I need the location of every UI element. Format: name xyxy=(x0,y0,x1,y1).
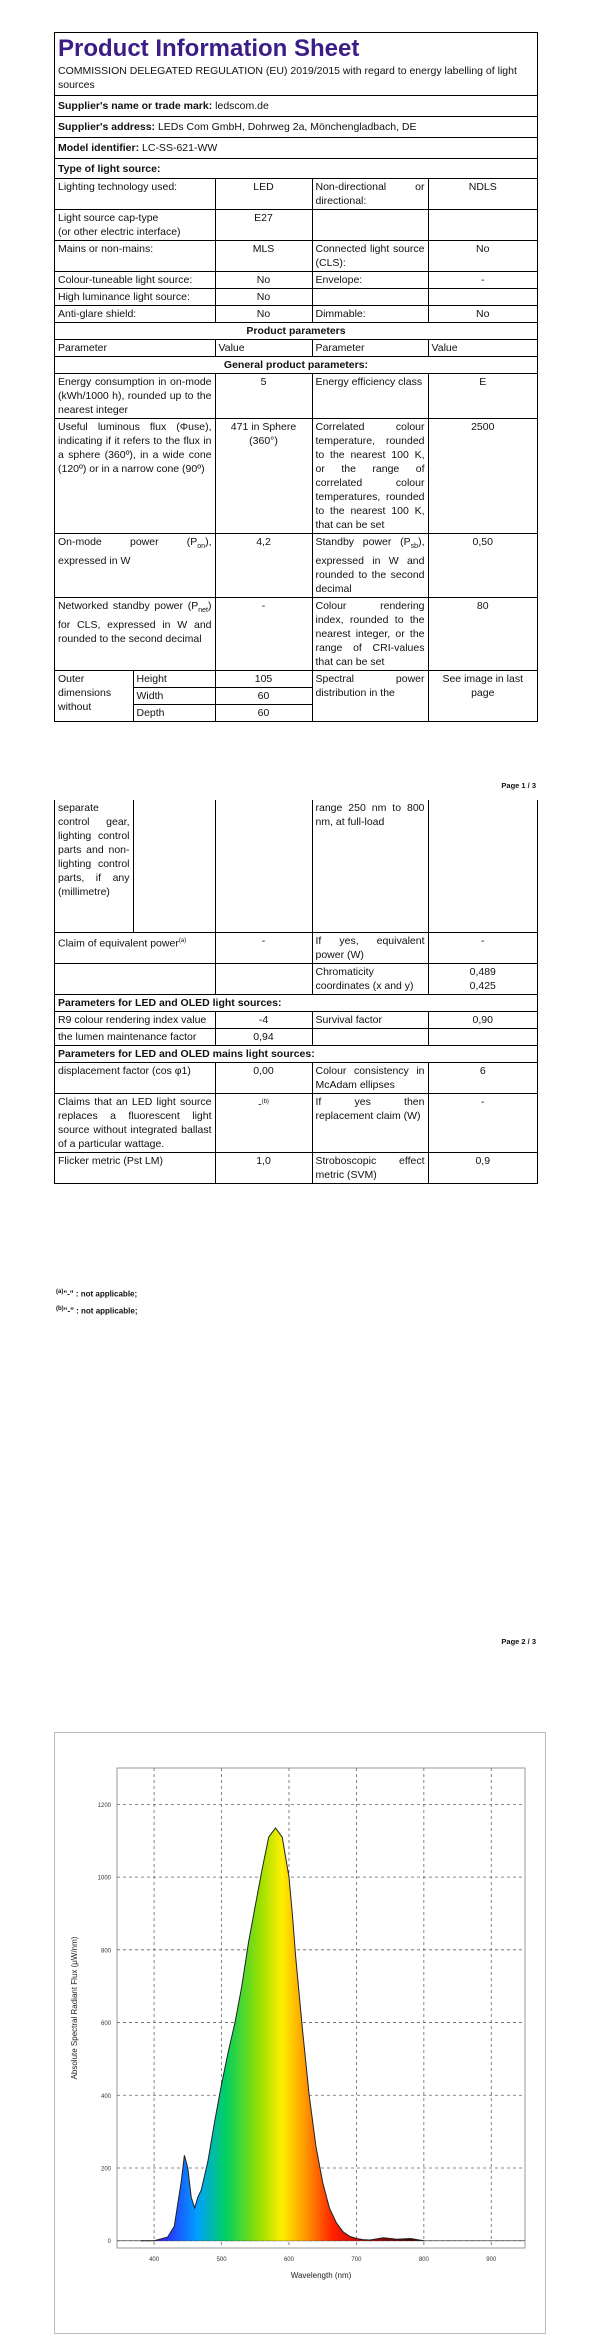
product-parameters-table xyxy=(55,323,537,722)
spectrum-chart xyxy=(54,1732,546,2334)
col-value-1: Value xyxy=(215,340,312,357)
y-tick-label: 600 xyxy=(100,2021,111,2028)
equivalent-power-sup: (a) xyxy=(178,938,187,944)
lumen-maintenance-label: the lumen maintenance factor xyxy=(55,1029,215,1046)
type-param-2: Non-directional or directional: xyxy=(312,179,428,210)
survival-factor-value: 0,90 xyxy=(428,1012,537,1029)
y-tick-label: 800 xyxy=(100,1948,111,1955)
lumen-maintenance-value: 0,94 xyxy=(215,1029,312,1046)
networked-standby-value: - xyxy=(215,598,312,671)
y-tick-label: 1200 xyxy=(97,1802,111,1809)
depth-value: 60 xyxy=(215,705,312,722)
continued-parameters-table xyxy=(55,800,537,1184)
x-tick-label: 700 xyxy=(351,2257,362,2263)
depth-label: Depth xyxy=(133,705,215,722)
footnote-b-marker: (b) xyxy=(56,1306,64,1312)
cri-label: Colour rendering index, rounded to the nearest integer, or the range of CRI-values that can be set xyxy=(312,598,428,671)
spectrum-area xyxy=(141,1828,424,2241)
height-value: 105 xyxy=(215,671,312,688)
outer-dimensions-continued: separate control gear, lighting control parts and non-lighting control parts, if any (millimetre) xyxy=(55,800,133,933)
type-value-1: MLS xyxy=(215,241,312,272)
type-value-1: E27 xyxy=(215,210,312,241)
regulation-subtitle: COMMISSION DELEGATED REGULATION (EU) 2019/2015 with regard to energy labelling of light sources xyxy=(55,63,537,96)
y-tick-label: 1000 xyxy=(97,1875,111,1882)
mains-parameters-heading: Parameters for LED and OLED mains light sources: xyxy=(55,1046,537,1063)
r9-value: -4 xyxy=(215,1012,312,1029)
dimensions-empty-2 xyxy=(215,800,312,933)
energy-consumption-label: Energy consumption in on-mode (kWh/1000 h), rounded up to the nearest integer xyxy=(55,374,215,419)
outer-dimensions-label: Outer dimensions without xyxy=(55,671,133,722)
type-param-2: Envelope: xyxy=(312,272,428,289)
type-row xyxy=(55,272,537,289)
footnote-a xyxy=(56,1286,137,1301)
lumen-empty-2 xyxy=(428,1029,537,1046)
x-axis-label: Wavelength (nm) xyxy=(290,2271,352,2280)
width-label: Width xyxy=(133,688,215,705)
standby-power-sub: sb xyxy=(410,543,419,551)
stroboscopic-label: Stroboscopic effect metric (SVM) xyxy=(312,1153,428,1184)
footnote-a-marker: (a) xyxy=(56,1289,64,1295)
chroma-empty-1 xyxy=(55,964,215,995)
sheet-title: Product Information Sheet xyxy=(58,35,360,62)
type-row xyxy=(55,241,537,272)
col-value-2: Value xyxy=(428,340,537,357)
fluorescent-claim-label: Claims that an LED light source replaces a fluorescent light source without integrated ballast of a particular wattage. xyxy=(55,1094,215,1153)
footnote-b xyxy=(56,1303,137,1318)
height-label: Height xyxy=(133,671,215,688)
on-mode-power-label-a: On-mode power (P xyxy=(58,536,198,548)
colour-consistency-label: Colour consistency in McAdam ellipses xyxy=(312,1063,428,1094)
spectral-distribution-label: Spectral power distribution in the xyxy=(312,671,428,722)
fluorescent-claim-value xyxy=(215,1094,312,1153)
col-parameter-1: Parameter xyxy=(55,340,215,357)
model-identifier-value: LC-SS-621-WW xyxy=(142,142,218,154)
luminous-flux-value: 471 in Sphere (360°) xyxy=(215,419,312,534)
x-tick-label: 500 xyxy=(216,2257,227,2263)
info-sheet-page-1 xyxy=(54,32,538,722)
spectral-empty xyxy=(428,800,537,933)
spectral-distribution-continued: range 250 nm to 800 nm, at full-load xyxy=(312,800,428,933)
on-mode-power-label-b: ), expressed in W xyxy=(58,536,212,568)
type-param-2 xyxy=(312,289,428,306)
type-value-2: - xyxy=(428,272,537,289)
standby-power-value: 0,50 xyxy=(428,534,537,598)
fluorescent-claim-sup: (b) xyxy=(261,1099,269,1105)
type-table-body xyxy=(55,179,537,323)
type-param-1: Light source cap-type (or other electric interface) xyxy=(55,210,215,241)
displacement-factor-value: 0,00 xyxy=(215,1063,312,1094)
standby-power-label xyxy=(312,534,428,598)
x-tick-label: 800 xyxy=(418,2257,429,2263)
x-tick-label: 600 xyxy=(283,2257,294,2263)
x-tick-label: 900 xyxy=(486,2257,497,2263)
light-source-type-row xyxy=(55,159,537,179)
on-mode-power-label xyxy=(55,534,215,598)
chromaticity-value xyxy=(428,964,537,995)
networked-standby-label xyxy=(55,598,215,671)
equivalent-power-label xyxy=(55,933,215,964)
stroboscopic-value: 0,9 xyxy=(428,1153,537,1184)
networked-standby-sub: net xyxy=(198,607,208,615)
type-value-2 xyxy=(428,289,537,306)
equivalent-yes-value: - xyxy=(428,933,537,964)
page-1 xyxy=(0,0,590,800)
standby-power-label-a: Standby power (P xyxy=(315,536,411,548)
chromaticity-label: Chromaticity coordinates (x and y) xyxy=(312,964,428,995)
chromaticity-x: 0,489 xyxy=(469,966,496,978)
on-mode-power-sub: on xyxy=(197,543,206,551)
energy-class-value: E xyxy=(428,374,537,419)
spectral-distribution-value: See image in last page xyxy=(428,671,537,722)
type-param-1: Lighting technology used: xyxy=(55,179,215,210)
y-tick-label: 0 xyxy=(107,2239,111,2246)
networked-standby-label-a: Networked standby power (P xyxy=(58,600,199,613)
flicker-metric-label: Flicker metric (Pst LM) xyxy=(55,1153,215,1184)
equivalent-power-text: Claim of equivalent power xyxy=(58,937,179,950)
replacement-claim-label: If yes then replacement claim (W) xyxy=(312,1094,428,1153)
width-value: 60 xyxy=(215,688,312,705)
equivalent-yes-label: If yes, equivalent power (W) xyxy=(312,933,428,964)
chromaticity-y: 0,425 xyxy=(469,980,496,992)
networked-standby-label-b: ) for CLS, expressed in W and rounded to the second decimal xyxy=(58,600,212,646)
type-value-2: No xyxy=(428,241,537,272)
on-mode-power-value: 4,2 xyxy=(215,534,312,598)
supplier-address-row xyxy=(55,117,537,138)
energy-consumption-value: 5 xyxy=(215,374,312,419)
type-value-1: LED xyxy=(215,179,312,210)
cct-label: Correlated colour temperature, rounded to the nearest 100 K, or the range of correlated colour temperatures, rounded to the nearest 100 K, that can be set xyxy=(312,419,428,534)
y-axis-label: Absolute Spectral Radiant Flux (μW/nm) xyxy=(70,1936,79,2080)
type-param-1: Mains or non-mains: xyxy=(55,241,215,272)
type-value-1: No xyxy=(215,289,312,306)
replacement-claim-value: - xyxy=(428,1094,537,1153)
y-tick-label: 200 xyxy=(100,2166,111,2173)
supplier-name-label: Supplier's name or trade mark: xyxy=(58,100,213,112)
info-sheet-page-2 xyxy=(54,800,538,1184)
r9-label: R9 colour rendering index value xyxy=(55,1012,215,1029)
supplier-address-value: LEDs Com GmbH, Dohrweg 2a, Mönchengladbach, DE xyxy=(157,121,417,133)
flicker-metric-value: 1,0 xyxy=(215,1153,312,1184)
lumen-empty-1 xyxy=(312,1029,428,1046)
type-param-2 xyxy=(312,210,428,241)
type-param-2: Dimmable: xyxy=(312,306,428,323)
cct-value: 2500 xyxy=(428,419,537,534)
page-2 xyxy=(0,800,590,1646)
type-value-1: No xyxy=(215,306,312,323)
type-value-2: NDLS xyxy=(428,179,537,210)
type-param-1: Anti-glare shield: xyxy=(55,306,215,323)
page-number: Page 1 / 3 xyxy=(501,781,536,790)
luminous-flux-label: Useful luminous flux (Φuse), indicating if it refers to the flux in a sphere (360º), in a wide cone (120º) or in a narrow cone (90º) xyxy=(55,419,215,534)
dimensions-empty-1 xyxy=(133,800,215,933)
page-number-2: Page 2 / 3 xyxy=(501,1637,536,1646)
led-parameters-heading: Parameters for LED and OLED light sources: xyxy=(55,995,537,1012)
standby-power-label-b: ), expressed in W and rounded to the second decimal xyxy=(315,536,425,596)
general-parameters-heading: General product parameters: xyxy=(55,357,537,374)
supplier-address-label: Supplier's address: xyxy=(58,121,156,133)
light-source-type-label: Type of light source: xyxy=(58,163,161,175)
type-value-2: No xyxy=(428,306,537,323)
equivalent-power-value: - xyxy=(215,933,312,964)
page-3 xyxy=(0,1600,590,2334)
fluorescent-claim-text: - xyxy=(258,1098,262,1111)
type-value-2 xyxy=(428,210,537,241)
product-parameters-heading: Product parameters xyxy=(55,323,537,340)
type-row xyxy=(55,179,537,210)
model-identifier-row xyxy=(55,138,537,159)
supplier-name-row xyxy=(55,96,537,117)
y-tick-label: 400 xyxy=(100,2093,111,2100)
cri-value: 80 xyxy=(428,598,537,671)
type-param-1: High luminance light source: xyxy=(55,289,215,306)
colour-consistency-value: 6 xyxy=(428,1063,537,1094)
type-table xyxy=(55,179,537,323)
col-parameter-2: Parameter xyxy=(312,340,428,357)
type-value-1: No xyxy=(215,272,312,289)
survival-factor-label: Survival factor xyxy=(312,1012,428,1029)
type-param-2: Connected light source (CLS): xyxy=(312,241,428,272)
chroma-empty-2 xyxy=(215,964,312,995)
type-row xyxy=(55,306,537,323)
type-row xyxy=(55,289,537,306)
model-identifier-label: Model identifier: xyxy=(58,142,140,154)
energy-class-label: Energy efficiency class xyxy=(312,374,428,419)
footnote-a-text: "-" : not applicable; xyxy=(63,1289,138,1299)
supplier-name-value: ledscom.de xyxy=(215,100,269,112)
footnote-b-text: "-" : not applicable; xyxy=(63,1306,138,1316)
displacement-factor-label: displacement factor (cos φ1) xyxy=(55,1063,215,1094)
type-row xyxy=(55,210,537,241)
type-param-1: Colour-tuneable light source: xyxy=(55,272,215,289)
spectrum-svg xyxy=(55,1733,545,2333)
x-tick-label: 400 xyxy=(149,2257,160,2263)
